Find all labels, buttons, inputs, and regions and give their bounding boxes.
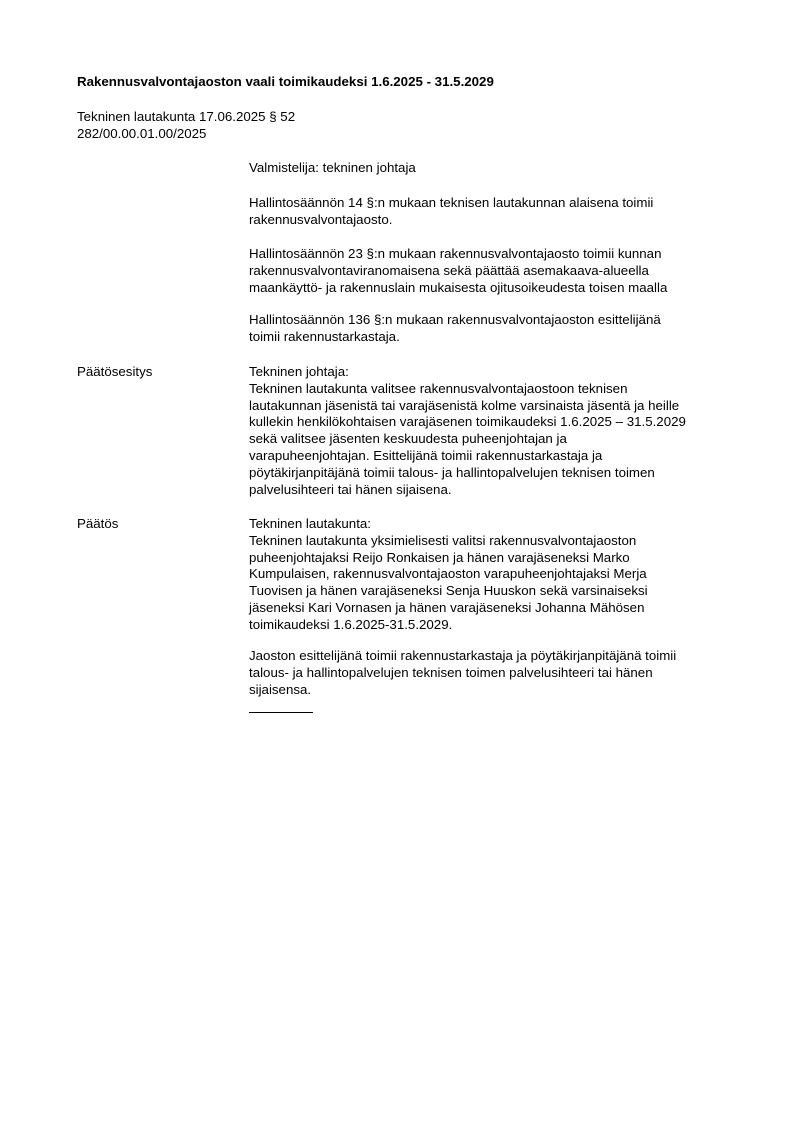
proposal-label: Päätösesitys [77,364,153,379]
text-line: palvelusihteeri tai hänen sijaisena. [249,481,452,497]
text-line: Tekninen lautakunta: [249,516,371,531]
text-line: Jaoston esittelijänä toimii rakennustarkastaja ja pöytäkirjanpitäjänä toimii [249,648,677,663]
signature-rule [249,712,313,713]
preparer-line: Valmistelija: tekninen johtaja [249,160,416,175]
text-line: Hallintosäännön 23 §:n mukaan rakennusvalvontajaosto toimii kunnan [249,246,662,261]
paragraph-regulation-136 [249,312,739,346]
preparer [249,160,739,177]
text-line: talous- ja hallintopalvelujen teknisen toimen palvelusihteeri tai hänen [249,664,653,680]
record-number: 282/00.00.01.00/2025 [77,125,207,141]
meeting-reference [77,109,295,143]
decision-text [249,516,739,634]
text-line: Tekninen lautakunta valitsee rakennusvalvontajaostoon teknisen [249,380,628,396]
text-line: sijaisensa. [249,681,312,697]
text-line: Tekninen johtaja: [249,364,349,379]
text-line: maankäyttö- ja rakennuslain mukaisesta ojitusoikeudesta toisen maalla [249,279,668,295]
document-title: Rakennusvalvontajaoston vaali toimikaudeksi 1.6.2025 - 31.5.2029 [77,74,494,89]
text-line: Tuovisen ja hänen varajäseneksi Senja Huuskon sekä varsinaiseksi [249,583,648,599]
text-line: kullekin henkilökohtaisen varajäsenen toimikaudeksi 1.6.2025 – 31.5.2029 [249,414,686,430]
text-line: puheenjohtajaksi Reijo Ronkaisen ja hänen varajäseneksi Marko [249,549,630,565]
text-line: lautakunnan jäsenistä tai varajäsenistä kolme varsinaista jäsentä ja heille [249,397,680,413]
text-line: pöytäkirjanpitäjänä toimii talous- ja hallintopalvelujen teknisen toimen [249,464,655,480]
decision-note [249,648,739,698]
text-line: toimikaudeksi 1.6.2025-31.5.2029. [249,616,453,632]
paragraph-regulation-14 [249,195,739,229]
text-line: Tekninen lautakunta yksimielisesti valitsi rakennusvalvontajaoston [249,532,637,548]
text-line: Kumpulaisen, rakennusvalvontajaoston varapuheenjohtajaksi Merja [249,566,647,582]
paragraph-regulation-23 [249,246,739,296]
decision-label: Päätös [77,516,119,531]
text-line: rakennusvalvontajaosto. [249,211,393,227]
text-line: toimii rakennustarkastaja. [249,328,400,344]
text-line: jäseneksi Kari Vornasen ja hänen varajäseneksi Johanna Mähösen [249,599,645,615]
text-line: sekä valitsee jäsenten keskuudesta puheenjohtajan ja [249,431,567,447]
text-line: varapuheenjohtajan. Esittelijänä toimii rakennustarkastaja ja [249,447,603,463]
text-line: Hallintosäännön 14 §:n mukaan teknisen lautakunnan alaisena toimii [249,195,654,210]
meeting-line: Tekninen lautakunta 17.06.2025 § 52 [77,109,296,124]
proposal-text [249,364,739,498]
text-line: Hallintosäännön 136 §:n mukaan rakennusvalvontajaoston esittelijänä [249,312,661,327]
text-line: rakennusvalvontaviranomaisena sekä päättää asemakaava-alueella [249,262,649,278]
